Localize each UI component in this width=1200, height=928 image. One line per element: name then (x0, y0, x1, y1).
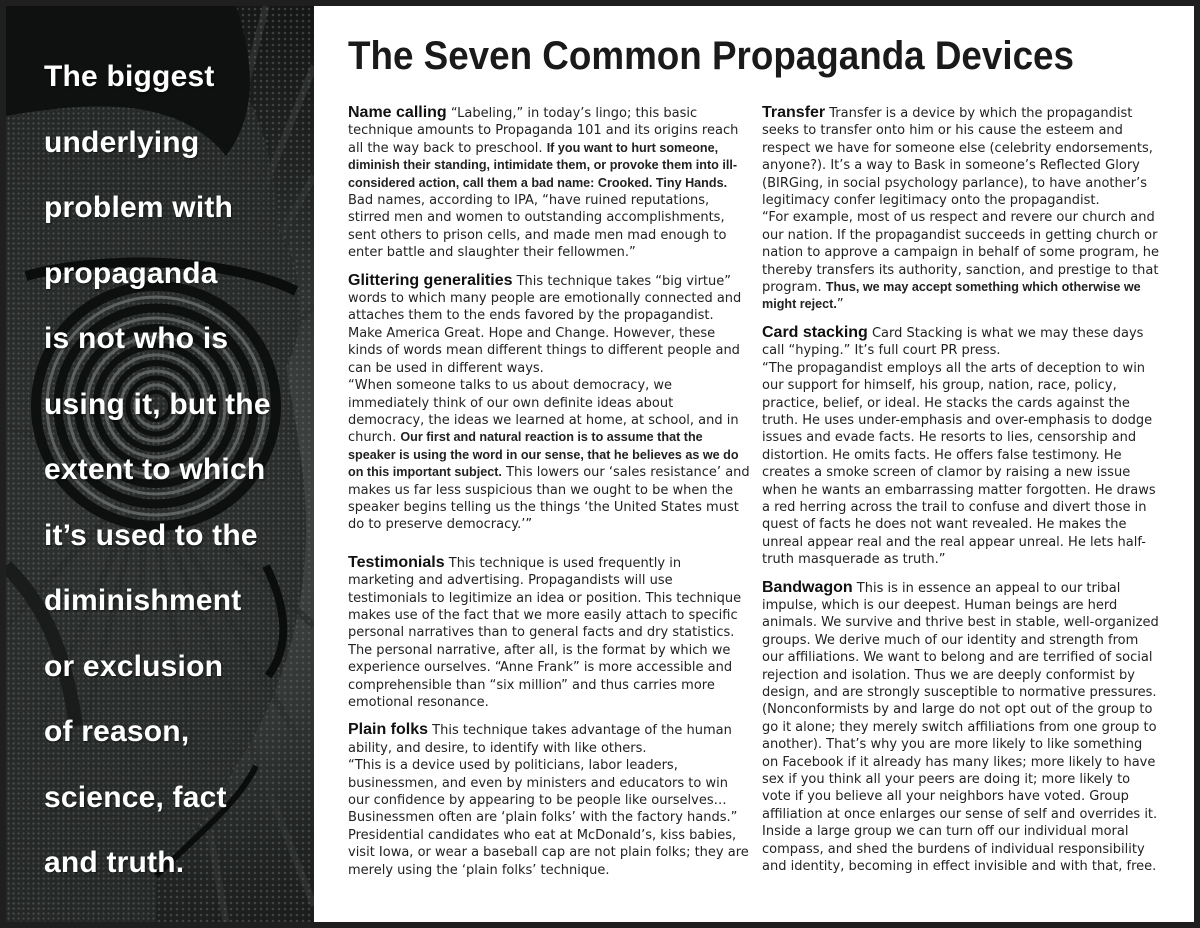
section-body: Transfer is a device by which the propagandist seeks to transfer onto him or his cause the esteem and respect we have for someone else (celebrity endorsements, anyone?). It’s a way to Bask in someone’s Reflected Glory (BIRGing, in social psychology parlance), to have another’s legitimacy confer legitimacy onto the propagandist. (762, 106, 1153, 209)
section-transfer (762, 104, 1162, 314)
pull-quote-line: science, fact (44, 780, 227, 814)
section-body: This technique is used frequently in marketing and advertising. Propagandists will use testimonials to legitimize an idea or position. This technique makes use of the fact that we more easily attach to specific personal narratives than to general facts and dry statistics. The personal narrative, after all, is the format by which we experience ourselves. “Anne Frank” is more accessible and comprehensible than “six million” and thus carries more emotional resonance. (348, 555, 742, 710)
section-glittering-generalities (348, 272, 750, 534)
page-title: The Seven Common Propaganda Devices (348, 34, 1074, 78)
section-term: Plain folks (348, 721, 429, 739)
section-body: This technique takes advantage of the human ability, and desire, to identify with like others. (348, 723, 732, 756)
section-term: Glittering generalities (348, 271, 513, 289)
section-term: Transfer (762, 104, 826, 121)
pull-quote-line: extent to which (44, 453, 266, 486)
pull-quote-line: underlying (44, 125, 200, 159)
pull-quote-line: of reason, (44, 715, 190, 748)
section-term: Card stacking (762, 323, 868, 341)
section-body: This is in essence an appeal to our tribal impulse, which is our deepest. Human beings are herd animals. We survive and thrive best in stable, well-organized groups. We derive much of our identity and strength from our affiliations. We want to belong and are terrified of social rejection and isolation. Thus we are deeply conformist by design, and are strongly susceptible to normative pressures. (Nonconformists by and large do not opt out of the group to go it alone; they merely switch affiliations from one group to another). That’s why you are more likely to like something on Facebook if it already has many likes; more likely to have sex if you think all your peers are doing it; more likely to vote if you believe all your neighbors have voted. Group affiliation at once enlarges our sense of self and overrides it. Inside a large group we can turn off our individual moral compass, and shed the burdens of individual responsibility and identity, becoming in effect invisible and with that, free. (762, 580, 1159, 875)
pull-quote-line: and truth. (44, 846, 185, 879)
section-emphasis: If you want to hurt someone, diminish their standing, intimidate them, or provoke them into ill-considered action, call them a bad name: Crooked. Tiny Hands. (348, 140, 738, 190)
section-plain-folks (348, 721, 750, 879)
section-body: “Labeling,” in today’s lingo; this basic technique amounts to Propaganda 101 and its origins reach all the way back to preschool. (348, 106, 739, 156)
section-body: This technique takes “big virtue” words to which many people are emotionally connected and attaches them to the ends favored by the propagandist. Make America Great. Hope and Change. However, these kinds of words mean different things to different people and can be used in different ways. (348, 273, 742, 376)
section-testimonials (348, 554, 750, 712)
pull-quote-line: or exclusion (44, 649, 224, 683)
section-quote: “The propagandist employs all the arts of deception to win our support for himself, his group, nation, race, policy, practice, belief, or ideal. He stacks the cards against the truth. He uses under-emphasis and over-emphasis to dodge issues and evade facts. He resorts to lies, censorship and distortion. He omits facts. He offers false testimony. He creates a smoke screen of clamor by raising a new issue when he wants an embarrassing matter forgotten. He draws a red herring across the trail to confuse and divert those in quest of facts he does not want revealed. He makes the unreal appear real and the real appear unreal. He lets half-truth masquerade as truth.” (762, 360, 1156, 568)
section-emphasis: Thus, we may accept something which otherwise we might reject. (762, 280, 1141, 312)
pull-quote-line: The biggest (44, 60, 215, 93)
pull-quote-line: problem with (44, 191, 234, 224)
pull-quote (44, 44, 304, 896)
section-name-calling (348, 104, 750, 262)
section-quote: “This is a device used by politicians, labor leaders, businessmen, and even by ministers and educators to win our confidence by appearing to be people like ourselves… Businessmen often are ‘plain folks’ with the factory hands.” Presidential candidates who eat at McDonald’s, kiss babies, visit Iowa, or wear a baseball cap are not plain folks; they are merely using the ‘plain folks’ technique. (348, 758, 749, 878)
left-column (348, 104, 750, 889)
illustration-panel (6, 6, 314, 922)
section-quote: “For example, most of us respect and revere our church and our nation. If the propagandist succeeds in getting church or nation to approve a campaign in behalf of some program, he thereby transfers its authority, sanction, and prestige to that program. (762, 210, 1159, 296)
section-body: This lowers our ‘sales resistance’ and makes us far less suspicious than we ought to be when the speaker begins telling us the things ‘the United States must do to preserve democracy.’” (348, 465, 750, 533)
pull-quote-line: diminishment (44, 584, 242, 617)
section-body: Bad names, according to IPA, “have ruined reputations, stirred men and women to outstanding accomplishments, sent others to prison cells, and made men mad enough to enter battle and slaughter their fellowmen.” (348, 193, 727, 261)
section-body: Card Stacking is what we may these days call “hyping.” It’s full court PR press. (762, 325, 1144, 359)
section-emphasis: Our first and natural reaction is to assume that the speaker is using the word in our sense, that he believes as we do on this important subject. (348, 430, 739, 480)
article-sheet (314, 6, 1194, 922)
pull-quote-line: is not who is (44, 322, 229, 355)
section-bandwagon (762, 579, 1162, 876)
section-term: Testimonials (348, 553, 445, 571)
pull-quote-line: using it, but the (44, 387, 271, 421)
section-body: ” (836, 297, 844, 313)
section-card-stacking (762, 324, 1162, 569)
pull-quote-line: it’s used to the (44, 518, 258, 552)
section-term: Name calling (348, 104, 447, 121)
section-quote: “When someone talks to us about democracy, we immediately think of our own definite ideas about democracy, the ideas we learned at home, at school, and in church. (348, 378, 739, 446)
pull-quote-line: propaganda (44, 256, 218, 290)
section-term: Bandwagon (762, 578, 853, 596)
right-column (762, 104, 1162, 885)
